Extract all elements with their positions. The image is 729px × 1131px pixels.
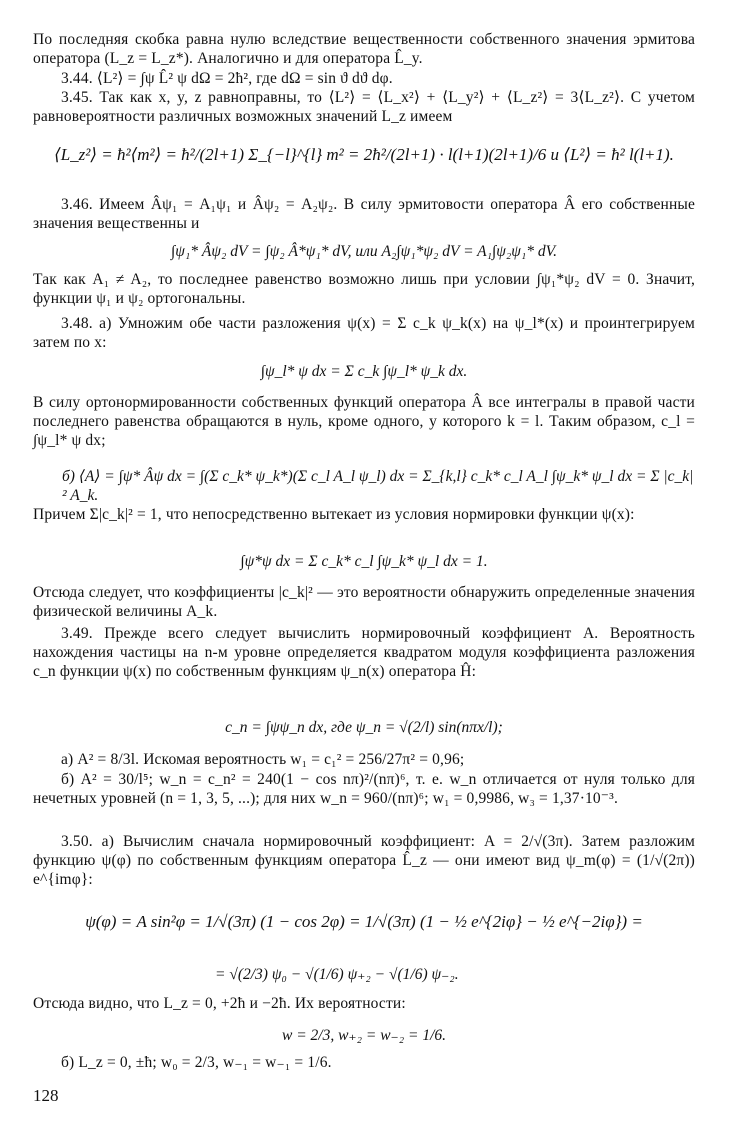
- equation-3-50-c: w = 2/3, w₊₂ = w₋₂ = 1/6.: [281, 1027, 447, 1044]
- problem-3-45: 3.45. Так как x, y, z равноправны, то ⟨L²⟩ = ⟨L_x²⟩ + ⟨L_y²⟩ + ⟨L_z²⟩ = 3⟨L_z²⟩. С учетом равновероятности различных возможных значений L_z имеем: [33, 89, 695, 125]
- problem-3-48: 3.48. а) Умножим обе части разложения ψ(x) = Σ c_k ψ_k(x) на ψ_l*(x) и проинтегрируем затем по x:: [33, 315, 695, 351]
- equation-3-45: ⟨L_z²⟩ = ħ²⟨m²⟩ = ħ²/(2l+1) Σ_{−l}^{l} m² = 2ħ²/(2l+1) · l(l+1)(2l+1)/6 и ⟨L²⟩ = ħ² l(l+1).: [54, 145, 674, 164]
- problem-3-49-a: а) A² = 8/3l. Искомая вероятность w₁ = c₁² = 256/27π² = 0,96;: [61, 751, 465, 768]
- problem-3-48-orthonormal: В силу ортонормированности собственных функций оператора Â все интегралы в правой части последнего равенства обращаются в нуль, кроме одного, у которого k = l. Таким образом, c_l = ∫ψ_l* ψ dx;: [33, 394, 695, 449]
- equation-3-48: ∫ψ_l* ψ dx = Σ c_k ∫ψ_l* ψ_k dx.: [260, 363, 468, 380]
- problem-3-49: 3.49. Прежде всего следует вычислить нормировочный коэффициент A. Вероятность нахождения частицы на n-м уровне определяется квадратом модуля коэффициента разложения c_n функции ψ(x) по собственным функциям ψ_n(x) оператора Ĥ:: [33, 625, 695, 680]
- equation-3-48-b: б) ⟨A⟩ = ∫ψ* Âψ dx = ∫(Σ c_k* ψ_k*)(Σ c_l A_l ψ_l) dx = Σ_{k,l} c_k* c_l A_l ∫ψ_k* ψ_l dx = Σ |c_k|² A_k.: [62, 468, 694, 504]
- problem-3-46: 3.46. Имеем Âψ₁ = A₁ψ₁ и Âψ₂ = A₂ψ₂. В силу эрмитовости оператора Â его собственные значения вещественны и: [33, 196, 695, 232]
- problem-3-48-probabilities: Отсюда следует, что коэффициенты |c_k|² — это вероятности обнаружить определенные значения физической величины A_k.: [33, 584, 695, 620]
- problem-3-50: 3.50. а) Вычислим сначала нормировочный коэффициент: A = 2/√(3π). Затем разложим функцию ψ(φ) по собственным функциям оператора L̂_z — они имеют вид ψ_m(φ) = (1/√(2π)) e^{imφ}:: [33, 833, 695, 888]
- page-number: 128: [33, 1086, 59, 1105]
- equation-3-48-c: ∫ψ*ψ dx = Σ c_k* c_l ∫ψ_k* ψ_l dx = 1.: [240, 553, 488, 570]
- problem-3-50-b: б) L_z = 0, ±ħ; w₀ = 2/3, w₋₁ = w₋₁ = 1/6.: [61, 1054, 332, 1071]
- problem-3-44: 3.44. ⟨L²⟩ = ∫ψ L̂² ψ dΩ = 2ħ², где dΩ = sin ϑ dϑ dφ.: [61, 70, 393, 87]
- equation-3-50-b: = √(2/3) ψ₀ − √(1/6) ψ₊₂ − √(1/6) ψ₋₂.: [215, 966, 459, 983]
- problem-3-46-conclusion: Так как A₁ ≠ A₂, то последнее равенство возможно лишь при условии ∫ψ₁*ψ₂ dV = 0. Значит, функции ψ₁ и ψ₂ ортогональны.: [33, 271, 695, 307]
- equation-3-46: ∫ψ₁* Âψ₂ dV = ∫ψ₂ Â*ψ₁* dV, или A₂∫ψ₁*ψ₂ dV = A₁∫ψ₂ψ₁* dV.: [171, 243, 557, 260]
- problem-3-50-conclusion: Отсюда видно, что L_z = 0, +2ħ и −2ħ. Их вероятности:: [33, 995, 406, 1012]
- equation-3-49: c_n = ∫ψψ_n dx, где ψ_n = √(2/l) sin(nπx/l);: [225, 719, 503, 736]
- problem-3-49-b: б) A² = 30/l⁵; w_n = c_n² = 240(1 − cos nπ)²/(nπ)⁶, т. е. w_n отличается от нуля только для нечетных уровней (n = 1, 3, 5, ...); для них w_n = 960/(nπ)⁶; w₁ = 0,9986, w₃ = 1,37·10⁻³.: [33, 771, 695, 807]
- equation-3-50-a: ψ(φ) = A sin²φ = 1/√(3π) (1 − cos 2φ) = 1/√(3π) (1 − ½ e^{2iφ} − ½ e^{−2iφ}) =: [85, 912, 643, 931]
- problem-3-48-normalization: Причем Σ|c_k|² = 1, что непосредственно вытекает из условия нормировки функции ψ(x):: [33, 506, 635, 523]
- paragraph-intro: По последняя скобка равна нулю вследствие вещественности собственного значения эрмитова оператора (L_z = L_z*). Аналогично и для оператора L̂_y.: [33, 31, 695, 67]
